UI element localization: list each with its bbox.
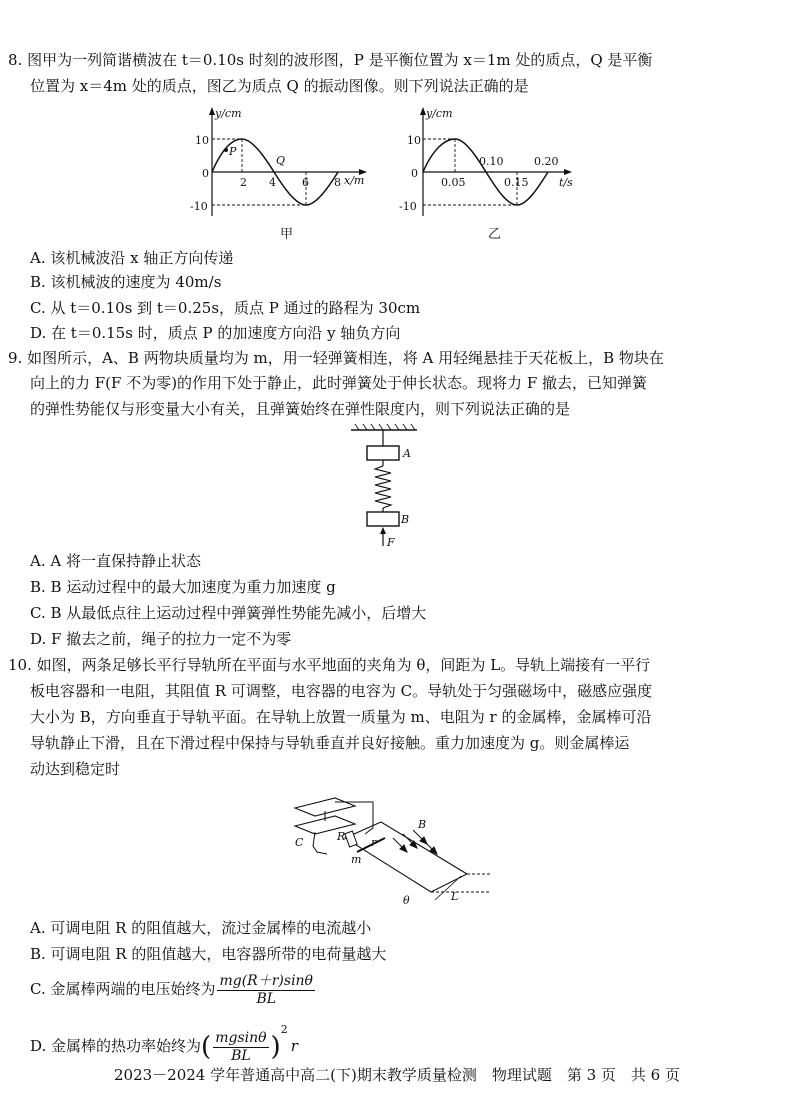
q10-option-d-suffix: r	[290, 1037, 298, 1055]
q8-option-a: A. 该机械波沿 x 轴正方向传递	[30, 249, 234, 267]
q9-stem-line2: 向上的力 F(F 不为零)的作用下处于静止，此时弹簧处于伸长状态。现将力 F 撤去，已知弹簧	[30, 374, 648, 392]
force-f-label: F	[387, 536, 395, 549]
figure-rails-capacitor	[285, 788, 495, 910]
yi-ytick-10: 10	[407, 134, 421, 147]
capacitor-label: C	[295, 836, 304, 849]
q10-option-c-denominator: BL	[256, 990, 277, 1007]
q10-option-d-denominator: BL	[231, 1047, 251, 1064]
figure-jia-wave	[190, 104, 380, 244]
jia-ytick-neg10: -10	[190, 200, 208, 213]
yi-caption: 乙	[488, 227, 502, 242]
jia-xtick-8: 8	[334, 176, 341, 189]
jia-xtick-2: 2	[240, 176, 247, 189]
yi-xtick-010: 0.10	[479, 155, 504, 168]
block-a-label: A	[403, 447, 411, 460]
figure-yi-vibration	[395, 104, 585, 244]
q10-option-d-exponent: 2	[280, 1023, 288, 1036]
rail-plane	[345, 822, 467, 892]
q10-stem-line4: 导轨静止下滑，且在下滑过程中保持与导轨垂直并良好接触。重力加速度为 g。则金属棒运	[30, 734, 630, 752]
jia-label-q: Q	[276, 154, 286, 167]
yi-ylabel: y/cm	[426, 107, 453, 120]
yi-xtick-020: 0.20	[534, 155, 559, 168]
figure-spring-blocks	[345, 422, 435, 550]
q10-stem-line3: 大小为 B，方向垂直于导轨平面。在导轨上放置一质量为 m、电阻为 r 的金属棒，金属棒可沿	[30, 708, 652, 726]
jia-ytick-10: 10	[195, 134, 209, 147]
q10-option-b: B. 可调电阻 R 的阻值越大，电容器所带的电荷量越大	[30, 945, 387, 963]
jia-xtick-4: 4	[269, 176, 276, 189]
q10-stem-line2: 板电容器和一电阻，其阻值 R 可调整，电容器的电容为 C。导轨处于匀强磁场中，磁感应强度	[30, 682, 653, 700]
rod-mass-label: m	[351, 853, 362, 866]
yi-xlabel: t/s	[559, 176, 573, 189]
q10-option-c-numerator: mg(R＋r)sinθ	[219, 972, 313, 989]
yi-xtick-005: 0.05	[441, 176, 466, 189]
q10-option-c-fraction	[217, 973, 315, 1008]
spacing-l-label: L	[451, 890, 459, 903]
q10-option-d-prefix: D. 金属棒的热功率始终为	[30, 1037, 202, 1055]
jia-ylabel: y/cm	[215, 107, 242, 120]
q10-option-d-numerator: mgsinθ	[215, 1029, 267, 1046]
yi-ytick-neg10: -10	[399, 200, 417, 213]
q8-option-d: D. 在 t＝0.15s 时，质点 P 的加速度方向沿 y 轴负方向	[30, 324, 401, 342]
block-b-label: B	[401, 513, 410, 526]
q9-option-c: C. B 从最低点往上运动过程中弹簧弹性势能先减小，后增大	[30, 604, 427, 622]
q9-option-a: A. A 将一直保持静止状态	[30, 552, 201, 570]
q10-option-c	[30, 970, 317, 1008]
jia-point-p	[224, 148, 228, 152]
q9-option-d: D. F 撤去之前，绳子的拉力一定不为零	[30, 630, 292, 648]
q10-option-c-prefix: C. 金属棒两端的电压始终为	[30, 980, 216, 998]
q8-option-b: B. 该机械波的速度为 40m/s	[30, 273, 222, 291]
q8-stem-line2: 位置为 x＝4m 处的质点，图乙为质点 Q 的振动图像。则下列说法正确的是	[30, 77, 529, 95]
jia-origin: 0	[202, 167, 209, 180]
q10-stem-line5: 动达到稳定时	[30, 760, 121, 778]
jia-caption: 甲	[280, 227, 294, 242]
field-b-label: B	[418, 818, 427, 831]
yi-xtick-015: 0.15	[504, 176, 529, 189]
jia-label-p: P	[229, 145, 237, 158]
jia-xlabel: x/m	[344, 174, 365, 187]
q8-option-c: C. 从 t＝0.10s 到 t＝0.25s，质点 P 通过的路程为 30cm	[30, 299, 421, 317]
rod-resistance-label: r	[371, 836, 377, 849]
q10-option-d: D. 金属棒的热功率始终为( $\frac{mgsin\theta}{BL}$ )$^2$r	[30, 1023, 298, 1064]
block-a	[367, 446, 399, 460]
yi-origin: 0	[411, 167, 418, 180]
q10-option-a: A. 可调电阻 R 的阻值越大，流过金属棒的电流越小	[30, 919, 372, 937]
page-footer: 2023－2024 学年普通高中高二(下)期末教学质量检测 物理试题 第 3 页 共 6 页	[114, 1066, 680, 1084]
jia-xtick-6: 6	[302, 176, 309, 189]
q10-option-d-fraction	[213, 1030, 268, 1065]
q8-stem-line1: 8. 图甲为一列简谐横波在 t＝0.10s 时刻的波形图，P 是平衡位置为 x＝1m 处的质点，Q 是平衡	[8, 51, 653, 69]
q10-stem-line1: 10. 如图，两条足够长平行导轨所在平面与水平地面的夹角为 θ，间距为 L。导轨上端接有一平行	[8, 656, 651, 674]
q9-option-b: B. B 运动过程中的最大加速度为重力加速度 g	[30, 578, 336, 596]
block-b	[367, 512, 399, 526]
resistor-label: R	[337, 830, 346, 843]
spring	[375, 466, 391, 508]
q9-stem-line3: 的弹性势能仅与形变量大小有关，且弹簧始终在弹性限度内，则下列说法正确的是	[30, 400, 571, 418]
q9-stem-line1: 9. 如图所示，A、B 两物块质量均为 m，用一轻弹簧相连，将 A 用轻绳悬挂于天花板上，B 物块在	[8, 349, 664, 367]
angle-theta-label: θ	[403, 894, 410, 907]
